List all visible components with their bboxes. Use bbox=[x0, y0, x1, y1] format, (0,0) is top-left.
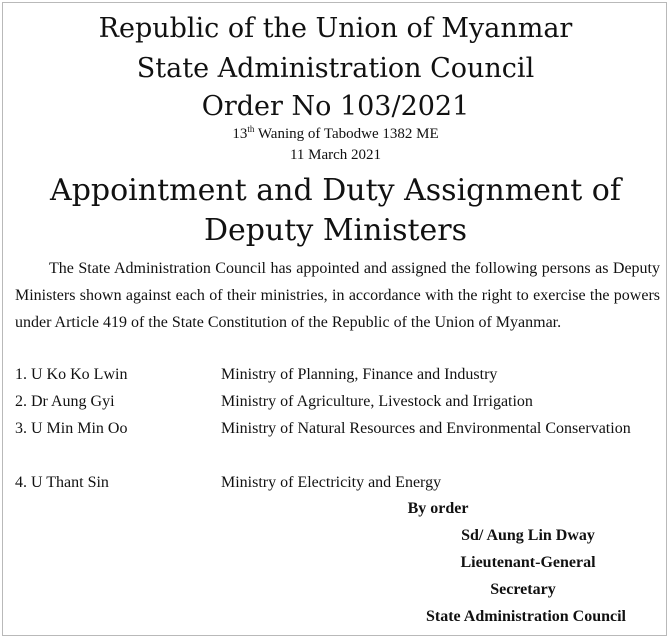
appointee-name-4: 4. U Thant Sin bbox=[15, 474, 109, 491]
order-number: Order No 103/2021 bbox=[201, 91, 470, 122]
document-title-line1: Appointment and Duty Assignment of bbox=[50, 173, 621, 208]
date-gregorian: 11 March 2021 bbox=[289, 147, 382, 163]
header-republic: Republic of the Union of Myanmar bbox=[98, 13, 573, 44]
appointee-name-1: 1. U Ko Ko Lwin bbox=[15, 366, 128, 383]
appointee-ministry-1: Ministry of Planning, Finance and Industry bbox=[221, 366, 498, 383]
header-council: State Administration Council bbox=[136, 53, 535, 84]
appointee-name-2: 2. Dr Aung Gyi bbox=[15, 393, 115, 410]
signer-position: Secretary bbox=[490, 581, 556, 598]
appointee-ministry-2: Ministry of Agriculture, Livestock and Irrigation bbox=[221, 393, 533, 410]
date-myanmar bbox=[3, 125, 668, 143]
appointee-ministry-3: Ministry of Natural Resources and Environmental Conservation bbox=[221, 420, 631, 437]
signer-rank: Lieutenant-General bbox=[460, 554, 596, 571]
by-order-label: By order bbox=[407, 500, 469, 517]
document-title-line2: Deputy Ministers bbox=[203, 213, 468, 248]
date-waning-suffix: th bbox=[247, 124, 255, 134]
signer-name: Sd/ Aung Lin Dway bbox=[461, 527, 595, 544]
signer-organization: State Administration Council bbox=[425, 608, 626, 625]
body-paragraph: The State Administration Council has appointed and assigned the following persons as Deputy Ministers shown against each of their ministries, in accordance with the right to exercise the powers under Article 419 of the State Constitution of the Republic of the Union of Myanmar. bbox=[15, 260, 660, 331]
appointee-name-3: 3. U Min Min Oo bbox=[15, 420, 128, 437]
date-waning-text: Waning of Tabodwe 1382 ME bbox=[254, 126, 439, 142]
order-document bbox=[2, 2, 667, 636]
appointee-ministry-4: Ministry of Electricity and Energy bbox=[221, 474, 442, 491]
date-waning-number: 13 bbox=[232, 126, 248, 142]
